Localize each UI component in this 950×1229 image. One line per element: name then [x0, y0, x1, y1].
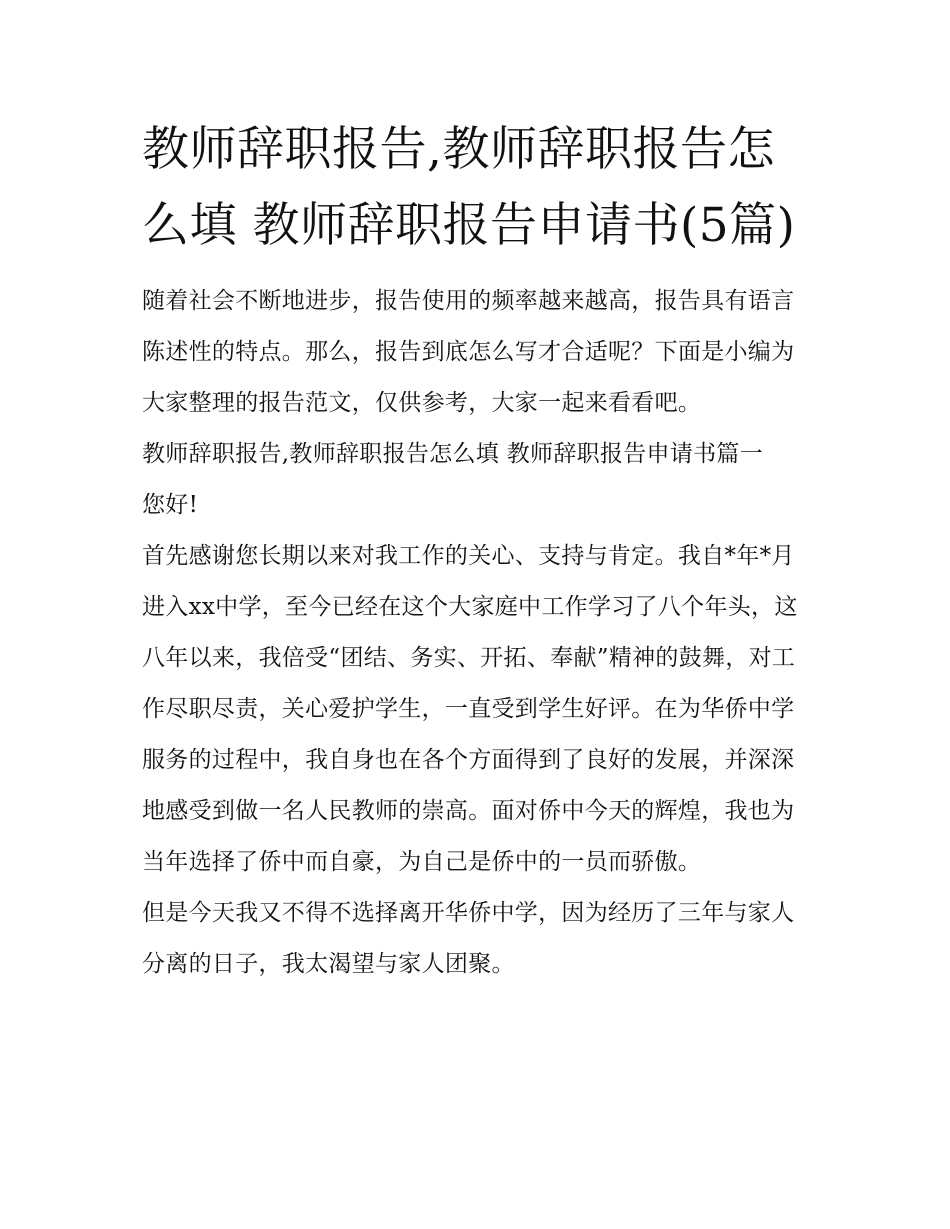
greeting: 您好!	[142, 492, 199, 518]
document-page	[142, 112, 814, 990]
intro-paragraph: 随着社会不断地进步，报告使用的频率越来越高，报告具有语言陈述性的特点。那么，报告到底怎么写才合适呢？下面是小编为大家整理的报告范文，仅供参考，大家一起来看看吧。	[142, 288, 795, 416]
body-paragraph: 首先感谢您长期以来对我工作的关心、支持与肯定。我自*年*月进入xx中学，至今已经在这个大家庭中工作学习了八个年头，这八年以来，我倍受“团结、务实、开拓、奉献”精神的鼓舞，对工作尽职尽责，关心爱护学生，一直受到学生好评。在为华侨中学服务的过程中，我自身也在各个方面得到了良好的发展，并深深地感受到做一名人民教师的崇高。面对侨中今天的辉煌，我也为当年选择了侨中而自豪，为自己是侨中的一员而骄傲。	[142, 543, 798, 875]
body-paragraph: 但是今天我又不得不选择离开华侨中学，因为经历了三年与家人分离的日子，我太渴望与家人团聚。	[142, 900, 795, 977]
document-title: 教师辞职报告,教师辞职报告怎么填 教师辞职报告申请书(5篇)	[142, 122, 796, 253]
section-heading: 教师辞职报告,教师辞职报告怎么填 教师辞职报告申请书篇一	[142, 441, 764, 467]
